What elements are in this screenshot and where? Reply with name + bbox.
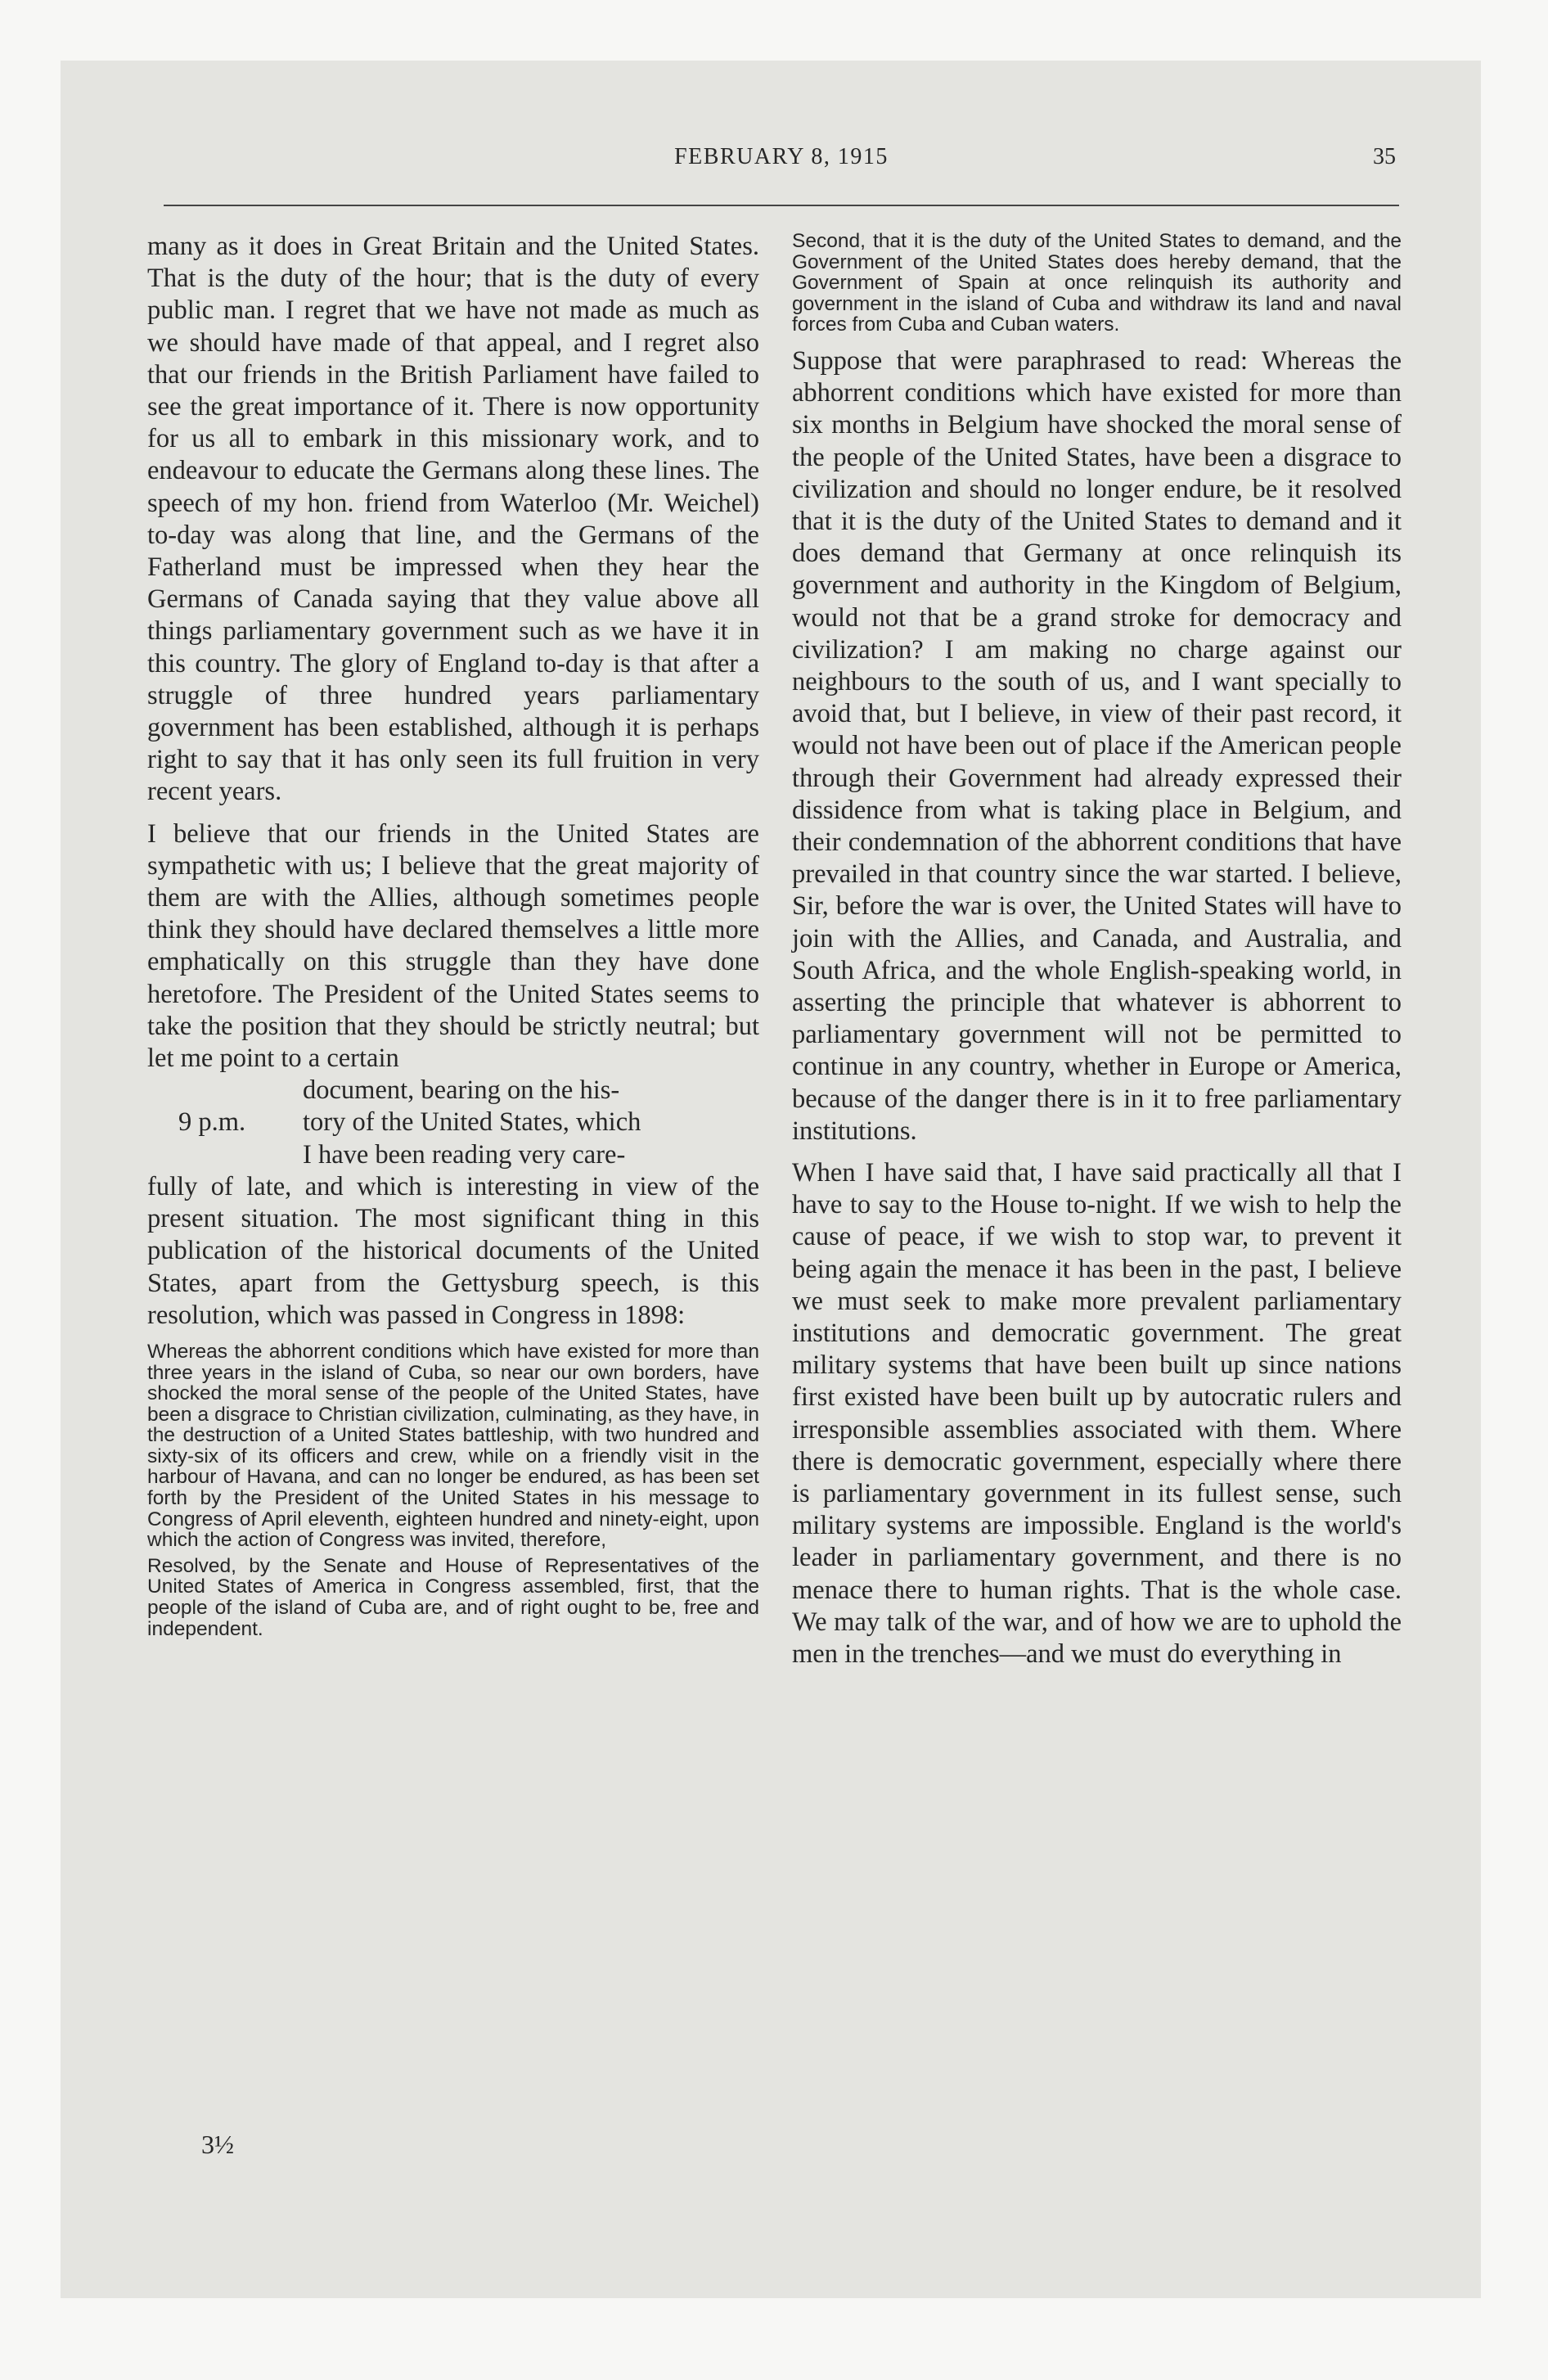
page-number: 35 (1373, 144, 1396, 169)
right-column (792, 231, 1402, 1670)
quoted-resolution: Whereas the abhorrent conditions which have existed for more than three years in the island of Cuba, so near our own borders, have shocked the moral sense of the people of the United States, have been a disgrace to Christian civilization, culminating, as they have, in the destruction of a United States battleship, with two hundred and sixty-six of its officers and crew, while on a friendly visit in the harbour of Havana, and can no longer be endured, as has been set forth by the President of the United States in his message to Congress of April eleventh, eighteen hundred and ninety-eight, upon which the action of Congress was invited, therefore, (147, 1340, 759, 1552)
header-rule (164, 205, 1399, 206)
paragraph: many as it does in Great Britain and the United States. That is the duty of the hour; that is the duty of every public man. I regret that we have not made as much as we should have made of that appeal, and I regret also that our friends in the British Parliament have failed to see the great importance of it. There is now opportunity for us all to embark in this missionary work, and to endeavour to educate the Germans along these lines. The speech of my hon. friend from Waterloo (Mr. Weichel) to-day was along that line, and the Germans of the Fatherland must be impressed when they hear the Germans of Canada saying that they value above all things parliamentary government such as we have it in this country. The glory of England to-day is that after a struggle of three hundred years parliamentary government has been established, although it is perhaps right to say that it has only seen its full fruition in very recent years. (147, 232, 759, 807)
page-header (164, 144, 1399, 177)
paragraph-line: I have been reading very care- (303, 1139, 626, 1170)
marginal-time: 9 p.m. (178, 1107, 246, 1138)
header-date: FEBRUARY 8, 1915 (674, 144, 889, 169)
paragraph: When I have said that, I have said practically all that I have to say to the House to-night. If we wish to help the cause of peace, if we wish to stop war, to prevent it being again the menace it has been in the past, I believe we must seek to make more prevalent parliamentary institutions and democratic government. The great military systems that have been built up since nations first existed have been built up by autocratic rulers and irresponsible assemblies associated with them. Where there is democratic government, especially where there is parliamentary government in its fullest sense, such military systems are impossible. England is the world's leader in parliamentary government, and there is no menace there to human rights. That is the whole case. We may talk of the war, and of how we are to uphold the men in the trenches—and we must do everything in (792, 1158, 1402, 1670)
paragraph: fully of late, and which is interesting in view of the present situation. The most significant thing in this publication of the historical documents of the United States, apart from the Gettysburg speech, is this resolution, which was passed in Congress in 1898: (147, 1171, 759, 1330)
quoted-resolution: Resolved, by the Senate and House of Representatives of the United States of America in Congress assembled, first, that the people of the island of Cuba are, and of right ought to be, free and independent. (147, 1554, 759, 1640)
quoted-resolution: Second, that it is the duty of the United States to demand, and the Government of the United States does hereby demand, that the Government of Spain at once relinquish its authority and government in the island of Cuba and withdraw its land and naval forces from Cuba and Cuban waters. (792, 230, 1402, 336)
signature-mark: 3½ (201, 2130, 234, 2159)
left-column (147, 231, 759, 1639)
paragraph-line: tory of the United States, which (303, 1107, 641, 1138)
paragraph: I believe that our friends in the United States are sympathetic with us; I believe that the great majority of them are with the Allies, although sometimes people think they should have declared themselves a little more emphatically on this struggle than they have done heretofore. The President of the United States seems to take the position that they should be strictly neutral; but let me point to a certain (147, 818, 759, 1074)
paragraph: Suppose that were paraphrased to read: Whereas the abhorrent conditions which have existed for more than six months in Belgium have shocked the moral sense of the people of the United States, have been a disgrace to civilization and should no longer endure, be it resolved that it is the duty of the United States to demand and it does demand that Germany at once relinquish its government and authority in the Kingdom of Belgium, would not that be a grand stroke for democracy and civilization? I am making no charge against our neighbours to the south of us, and I want specially to avoid that, but I believe, in view of their past record, it would not have been out of place if the American people through their Government had already expressed their dissidence from what is taking place in Belgium, and their condemnation of the abhorrent conditions that have prevailed in that country since the war started. I believe, Sir, before the war is over, the United States will have to join with the Allies, and Canada, and Australia, and South Africa, and the whole English-speaking world, in asserting the principle that whatever is abhorrent to parliamentary government will not be permitted to continue in any country, whether in Europe or America, because of the danger there is in it to free parliamentary institutions. (792, 345, 1402, 1146)
paragraph-with-marginal (147, 818, 759, 1332)
paragraph-line: document, bearing on the his- (303, 1075, 620, 1106)
